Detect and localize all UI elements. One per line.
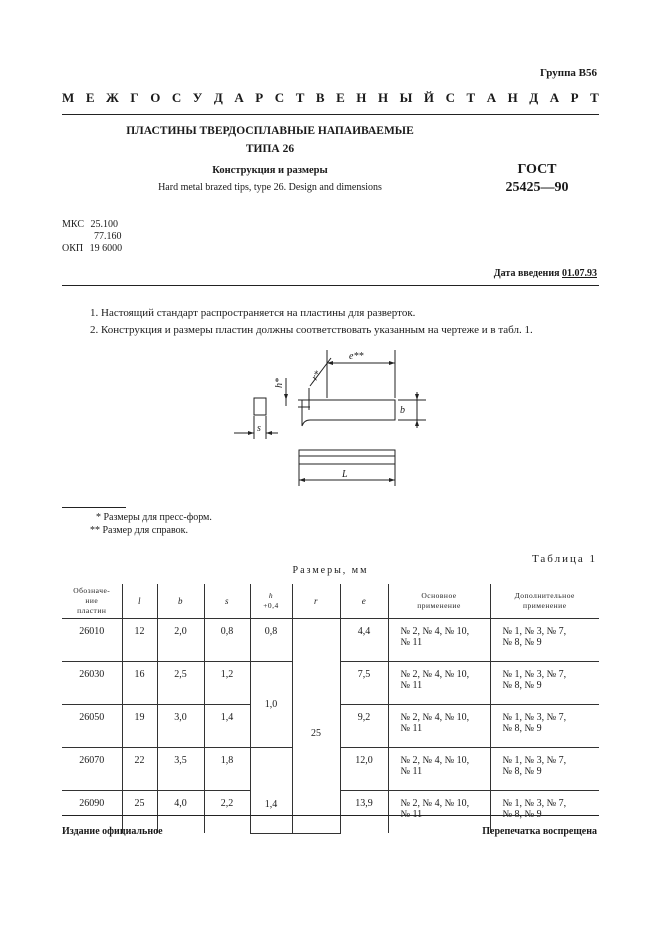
heading-letter: Р [255,90,264,105]
label-r: r* [309,369,324,383]
cell-e: 4,4 [340,619,388,662]
header-additional-application: Дополнительное применение [490,584,599,619]
gost-number: 25425—90 [505,180,569,195]
okp-code-row [62,243,122,254]
okp-label: ОКП [62,243,84,254]
cell-s: 2,2 [204,791,250,834]
cell-primary-application: № 2, № 4, № 10, № 11 [388,619,490,662]
cell-b: 2,5 [157,662,204,705]
mks-code-2: 77.160 [94,231,122,242]
heading-letter: Н [507,90,518,105]
cell-b: 2,0 [157,619,204,662]
paragraph-1: 1. Настоящий стандарт распространяется на пластины для разверток. [90,307,416,319]
header-l: l [122,584,157,619]
table-caption: Размеры, мм [292,565,369,576]
header-primary-application: Основное применение [388,584,490,619]
header-e: e [340,584,388,619]
table-header-row [62,584,599,619]
header-designation: Обозначе- ние пластин [62,584,122,619]
cell-s: 1,8 [204,748,250,791]
footer-official-edition: Издание официальное [62,826,163,837]
introduction-date-value: 01.07.93 [562,268,597,279]
heading-letter: А [549,90,560,105]
header-h: h +0,4 [250,584,292,619]
cell-primary-application: № 2, № 4, № 10, № 11 [388,748,490,791]
cell-s: 1,2 [204,662,250,705]
heading-letter: А [486,90,497,105]
plan-view-shape [299,450,395,464]
gost-label: ГОСТ [517,162,557,177]
heading-letter: Д [213,90,223,105]
heading-letter: Е [336,90,345,105]
date-divider [62,285,599,286]
footer-reprint-prohibited: Перепечатка воспрещена [482,826,597,837]
dimensions-table [62,584,599,834]
footnote-divider [62,507,126,508]
heading-letter: В [315,90,325,105]
document-title: ПЛАСТИНЫ ТВЕРДОСПЛАВНЫЕ НАПАИВАЕМЫЕ [126,125,414,137]
cell-h: 1,4 [250,748,292,834]
okp-code: 19 6000 [89,243,123,254]
heading-letter: У [192,90,203,105]
heading-letter: Р [570,90,579,105]
cell-b: 3,0 [157,705,204,748]
mks-label: МКС [62,219,84,230]
heading-letter: Н [356,90,367,105]
table-label: Таблица 1 [531,553,597,565]
label-l: L [342,469,348,480]
cell-designation: 26070 [62,748,122,791]
heading-letter: Н [377,90,389,105]
group-label: Группа В56 [539,67,597,79]
footnote-2: ** Размер для справок. [90,525,188,536]
mks-code-1: 25.100 [90,219,118,230]
cell-l: 12 [122,619,157,662]
footnote-1: * Размеры для пресс-форм. [96,512,212,523]
cell-h: 0,8 [250,619,292,662]
cell-additional-application: № 1, № 3, № 7, № 8, № 9 [490,619,599,662]
cell-additional-application: № 1, № 3, № 7, № 8, № 9 [490,705,599,748]
cell-additional-application: № 1, № 3, № 7, № 8, № 9 [490,662,599,705]
cell-primary-application: № 2, № 4, № 10, № 11 [388,705,490,748]
heading-letter: Д [529,90,539,105]
top-divider [62,114,599,115]
heading-letter: М [62,90,75,105]
heading-letter: Ж [106,90,119,105]
cell-designation: 26030 [62,662,122,705]
heading-letter: Г [130,90,139,105]
label-h: h* [274,378,285,388]
interstate-standard-heading [62,90,599,106]
cell-h: 1,0 [250,662,292,748]
cell-designation: 26010 [62,619,122,662]
cell-e: 12,0 [340,748,388,791]
bottom-divider [62,815,599,816]
label-s: s [257,423,261,434]
cell-l: 25 [122,791,157,834]
cell-b: 4,0 [157,791,204,834]
tip-profile-shape [302,400,395,426]
cell-primary-application: № 2, № 4, № 10, № 11 [388,791,490,834]
header-b: b [157,584,204,619]
heading-letter: Й [423,90,435,105]
document-subtitle-design: Конструкция и размеры [212,165,328,176]
tip-drawing [230,340,440,490]
cell-e: 13,9 [340,791,388,834]
heading-letter: С [171,90,182,105]
cell-l: 22 [122,748,157,791]
cell-designation: 26050 [62,705,122,748]
label-e: e** [349,351,364,362]
mks-code-row [62,219,118,230]
header-r: r [292,584,340,619]
cell-e: 9,2 [340,705,388,748]
heading-letter: Т [590,90,599,105]
cell-l: 16 [122,662,157,705]
heading-letter: Т [466,90,476,105]
cell-l: 19 [122,705,157,748]
side-view-shape [254,398,266,415]
introduction-date [494,268,597,279]
cell-additional-application: № 1, № 3, № 7, № 8, № 9 [490,748,599,791]
cell-b: 3,5 [157,748,204,791]
cell-primary-application: № 2, № 4, № 10, № 11 [388,662,490,705]
cell-designation: 26090 [62,791,122,834]
table-row [62,619,599,662]
cell-s: 0,8 [204,619,250,662]
cell-additional-application: № 1, № 3, № 7, № 8, № 9 [490,791,599,834]
cell-r: 25 [292,619,340,834]
header-s: s [204,584,250,619]
heading-letter: С [274,90,285,105]
heading-letter: Ы [399,90,413,105]
heading-letter: Е [85,90,95,105]
heading-letter: А [234,90,244,105]
cell-e: 7,5 [340,662,388,705]
heading-letter: О [150,90,161,105]
label-b: b [400,405,405,416]
introduction-date-label: Дата введения [493,268,560,279]
cell-s: 1,4 [204,705,250,748]
english-title: Hard metal brazed tips, type 26. Design and dimensions [158,182,382,193]
document-subtitle-type: ТИПА 26 [245,143,295,155]
paragraph-2: 2. Конструкция и размеры пластин должны соответствовать указанным на чертеже и в табл. 1. [90,324,533,336]
heading-letter: Т [295,90,305,105]
heading-letter: С [445,90,455,105]
